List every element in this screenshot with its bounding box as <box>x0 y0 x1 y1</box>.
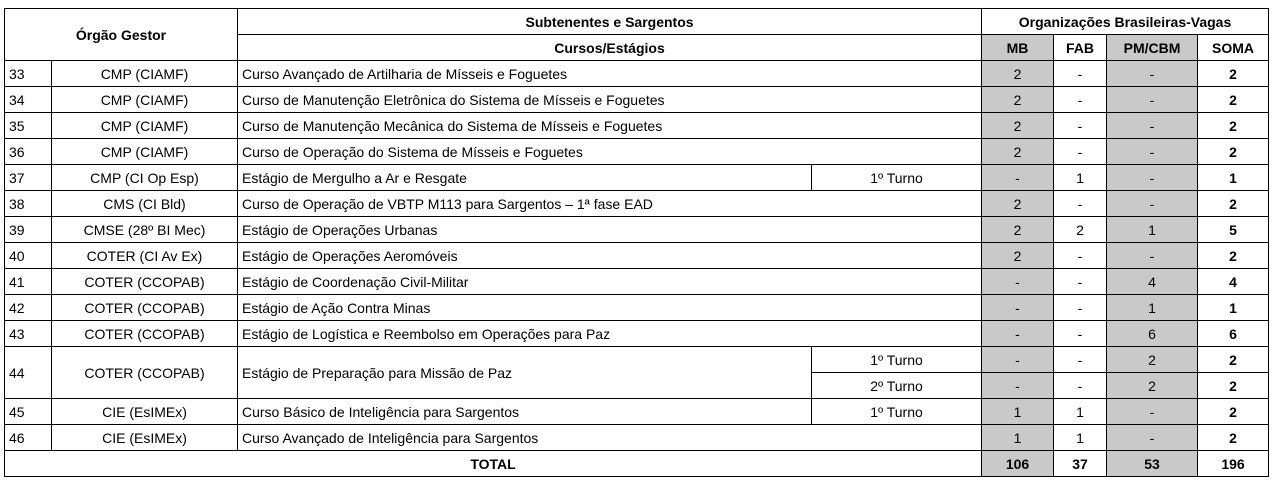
table-row <box>5 347 1269 373</box>
pm-cbm-cell: 6 <box>1107 321 1198 347</box>
turno-cell: 1º Turno <box>812 165 982 191</box>
soma-cell: 1 <box>1198 295 1269 321</box>
total-row <box>5 451 1269 477</box>
fab-cell: - <box>1054 61 1107 87</box>
turno-cell: 2º Turno <box>812 373 982 399</box>
row-number: 45 <box>5 399 52 425</box>
mb-cell: - <box>982 269 1054 295</box>
total-soma: 196 <box>1198 451 1269 477</box>
soma-cell: 6 <box>1198 321 1269 347</box>
soma-cell: 2 <box>1198 373 1269 399</box>
pm-cbm-cell: - <box>1107 139 1198 165</box>
mb-cell: 2 <box>982 243 1054 269</box>
orgao-gestor-cell: CMP (CIAMF) <box>52 87 238 113</box>
mb-cell: 2 <box>982 139 1054 165</box>
curso-cell: Curso Básico de Inteligência para Sargentos <box>238 399 812 425</box>
curso-cell: Estágio de Logística e Reembolso em Operações para Paz <box>238 321 982 347</box>
mb-cell: 2 <box>982 217 1054 243</box>
header-row-1 <box>5 9 1269 35</box>
soma-cell: 2 <box>1198 425 1269 451</box>
orgao-gestor-cell: COTER (CCOPAB) <box>52 295 238 321</box>
soma-cell: 1 <box>1198 165 1269 191</box>
orgao-gestor-cell: CMP (CI Op Esp) <box>52 165 238 191</box>
mb-cell: - <box>982 295 1054 321</box>
table-row <box>5 295 1269 321</box>
row-number: 34 <box>5 87 52 113</box>
row-number: 35 <box>5 113 52 139</box>
row-number: 40 <box>5 243 52 269</box>
fab-cell: 1 <box>1054 399 1107 425</box>
curso-cell: Estágio de Preparação para Missão de Paz <box>238 347 812 399</box>
soma-cell: 2 <box>1198 347 1269 373</box>
mb-cell: - <box>982 373 1054 399</box>
fab-cell: 1 <box>1054 425 1107 451</box>
vagas-table <box>4 8 1269 477</box>
total-pm-cbm: 53 <box>1107 451 1198 477</box>
fab-cell: - <box>1054 139 1107 165</box>
row-number: 39 <box>5 217 52 243</box>
total-mb: 106 <box>982 451 1054 477</box>
curso-cell: Curso de Manutenção Eletrônica do Sistema de Mísseis e Foguetes <box>238 87 982 113</box>
header-orgao-gestor: Órgão Gestor <box>5 9 238 61</box>
row-number: 42 <box>5 295 52 321</box>
pm-cbm-cell: - <box>1107 243 1198 269</box>
soma-cell: 2 <box>1198 399 1269 425</box>
curso-cell: Estágio de Ação Contra Minas <box>238 295 982 321</box>
orgao-gestor-cell: COTER (CCOPAB) <box>52 269 238 295</box>
row-number: 41 <box>5 269 52 295</box>
total-label: TOTAL <box>5 451 982 477</box>
table-row <box>5 269 1269 295</box>
orgao-gestor-cell: COTER (CCOPAB) <box>52 347 238 399</box>
curso-cell: Estágio de Mergulho a Ar e Resgate <box>238 165 812 191</box>
mb-cell: - <box>982 321 1054 347</box>
curso-cell: Curso Avançado de Artilharia de Mísseis e Foguetes <box>238 61 982 87</box>
mb-cell: 2 <box>982 61 1054 87</box>
fab-cell: - <box>1054 191 1107 217</box>
table-row <box>5 113 1269 139</box>
table-row <box>5 243 1269 269</box>
header-org-title: Organizações Brasileiras-Vagas <box>982 9 1269 35</box>
row-number: 37 <box>5 165 52 191</box>
table-row <box>5 321 1269 347</box>
row-number: 44 <box>5 347 52 399</box>
table-row <box>5 217 1269 243</box>
soma-cell: 2 <box>1198 139 1269 165</box>
orgao-gestor-cell: CIE (EsIMEx) <box>52 425 238 451</box>
soma-cell: 4 <box>1198 269 1269 295</box>
table-row <box>5 425 1269 451</box>
mb-cell: 2 <box>982 191 1054 217</box>
mb-cell: 1 <box>982 399 1054 425</box>
header-mb: MB <box>982 35 1054 61</box>
orgao-gestor-cell: CMP (CIAMF) <box>52 113 238 139</box>
orgao-gestor-cell: CMP (CIAMF) <box>52 61 238 87</box>
fab-cell: - <box>1054 243 1107 269</box>
header-fab: FAB <box>1054 35 1107 61</box>
pm-cbm-cell: - <box>1107 425 1198 451</box>
table-row <box>5 139 1269 165</box>
pm-cbm-cell: 2 <box>1107 347 1198 373</box>
fab-cell: - <box>1054 321 1107 347</box>
soma-cell: 5 <box>1198 217 1269 243</box>
fab-cell: - <box>1054 295 1107 321</box>
orgao-gestor-cell: CMS (CI Bld) <box>52 191 238 217</box>
curso-cell: Curso Avançado de Inteligência para Sargentos <box>238 425 982 451</box>
fab-cell: - <box>1054 373 1107 399</box>
row-number: 46 <box>5 425 52 451</box>
orgao-gestor-cell: CMSE (28º BI Mec) <box>52 217 238 243</box>
soma-cell: 2 <box>1198 191 1269 217</box>
pm-cbm-cell: - <box>1107 191 1198 217</box>
orgao-gestor-cell: COTER (CCOPAB) <box>52 321 238 347</box>
pm-cbm-cell: - <box>1107 87 1198 113</box>
curso-cell: Curso de Operação de VBTP M113 para Sargentos – 1ª fase EAD <box>238 191 982 217</box>
header-cursos: Cursos/Estágios <box>238 35 982 61</box>
fab-cell: 1 <box>1054 165 1107 191</box>
mb-cell: 1 <box>982 425 1054 451</box>
curso-cell: Curso de Operação do Sistema de Mísseis e Foguetes <box>238 139 982 165</box>
table-row <box>5 399 1269 425</box>
row-number: 43 <box>5 321 52 347</box>
header-soma: SOMA <box>1198 35 1269 61</box>
pm-cbm-cell: - <box>1107 165 1198 191</box>
fab-cell: - <box>1054 113 1107 139</box>
row-number: 36 <box>5 139 52 165</box>
curso-cell: Estágio de Operações Aeromóveis <box>238 243 982 269</box>
curso-cell: Estágio de Coordenação Civil-Militar <box>238 269 982 295</box>
fab-cell: - <box>1054 87 1107 113</box>
table-row <box>5 61 1269 87</box>
pm-cbm-cell: - <box>1107 61 1198 87</box>
table-row <box>5 191 1269 217</box>
orgao-gestor-cell: COTER (CI Av Ex) <box>52 243 238 269</box>
pm-cbm-cell: - <box>1107 399 1198 425</box>
orgao-gestor-cell: CMP (CIAMF) <box>52 139 238 165</box>
soma-cell: 2 <box>1198 243 1269 269</box>
mb-cell: - <box>982 347 1054 373</box>
row-number: 33 <box>5 61 52 87</box>
soma-cell: 2 <box>1198 61 1269 87</box>
pm-cbm-cell: 1 <box>1107 217 1198 243</box>
turno-cell: 1º Turno <box>812 399 982 425</box>
fab-cell: - <box>1054 269 1107 295</box>
turno-cell: 1º Turno <box>812 347 982 373</box>
pm-cbm-cell: - <box>1107 113 1198 139</box>
fab-cell: 2 <box>1054 217 1107 243</box>
header-group-title: Subtenentes e Sargentos <box>238 9 982 35</box>
curso-cell: Estágio de Operações Urbanas <box>238 217 982 243</box>
table-row <box>5 165 1269 191</box>
mb-cell: - <box>982 165 1054 191</box>
curso-cell: Curso de Manutenção Mecânica do Sistema de Mísseis e Foguetes <box>238 113 982 139</box>
header-pm-cbm: PM/CBM <box>1107 35 1198 61</box>
orgao-gestor-cell: CIE (EsIMEx) <box>52 399 238 425</box>
total-fab: 37 <box>1054 451 1107 477</box>
table-row <box>5 87 1269 113</box>
soma-cell: 2 <box>1198 113 1269 139</box>
pm-cbm-cell: 4 <box>1107 269 1198 295</box>
row-number: 38 <box>5 191 52 217</box>
mb-cell: 2 <box>982 113 1054 139</box>
pm-cbm-cell: 1 <box>1107 295 1198 321</box>
pm-cbm-cell: 2 <box>1107 373 1198 399</box>
soma-cell: 2 <box>1198 87 1269 113</box>
mb-cell: 2 <box>982 87 1054 113</box>
fab-cell: - <box>1054 347 1107 373</box>
